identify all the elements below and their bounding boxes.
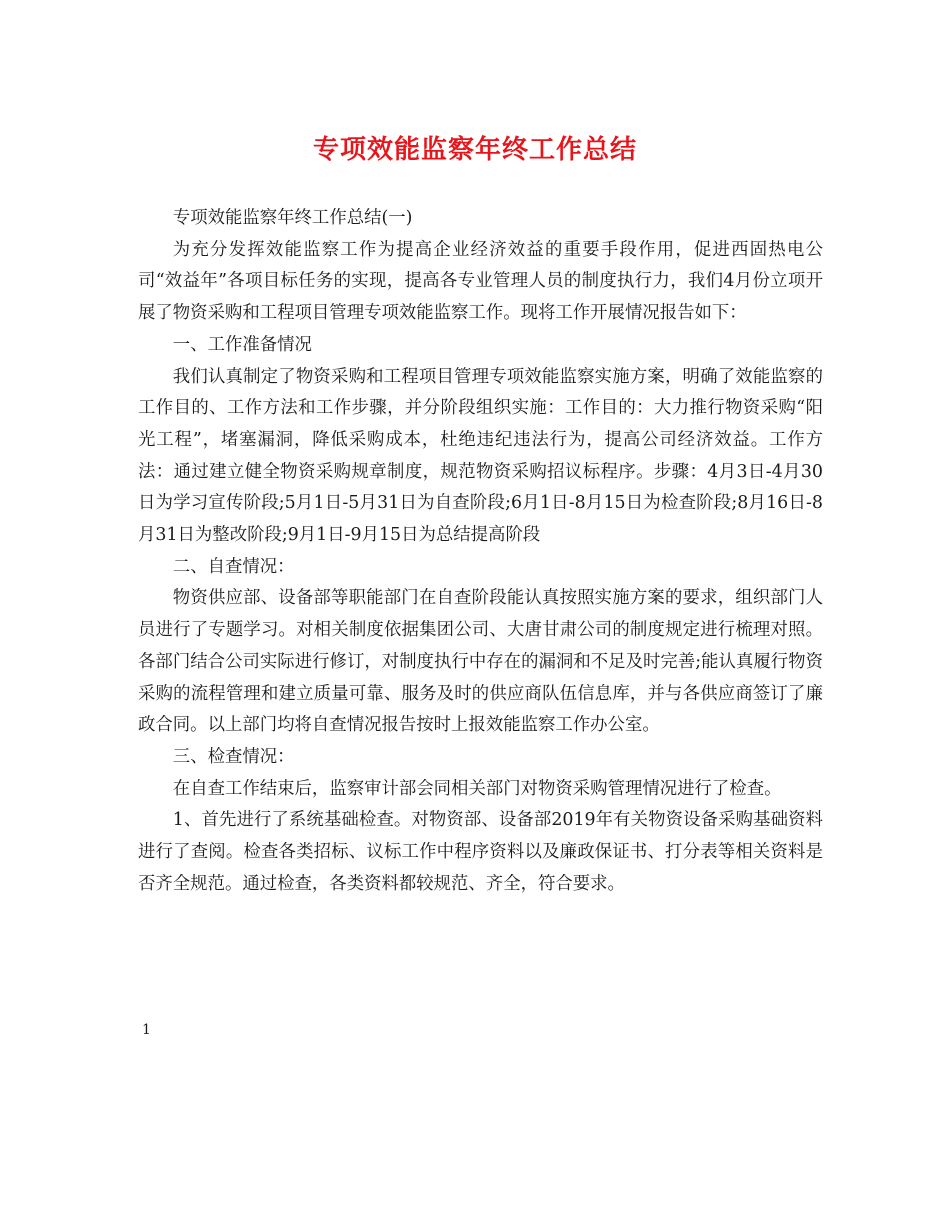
page-number: 1 (142, 1022, 151, 1038)
paragraph-preparation: 我们认真制定了物资采购和工程项目管理专项效能监察实施方案，明确了效能监察的工作目的、工作方法和工作步骤，并分阶段组织实施：工作目的：大力推行物资采购“阳光工程”，堵塞漏洞，降低采购成本，杜绝违纪违法行为，提高公司经济效益。工作方法：通过建立健全物资采购规章制度，规范物资采购招议标程序。步骤：4月3日-4月30日为学习宣传阶段;5月1日-5月31日为自查阶段;6月1日-8月15日为检查阶段;8月16日-8月31日为整改阶段;9月1日-9月15日为总结提高阶段 (138, 366, 823, 546)
document-body (138, 203, 823, 900)
section-heading-preparation: 一、工作准备情况 (172, 334, 312, 355)
section-heading-inspection: 三、检查情况： (172, 746, 295, 767)
paragraph-inspection: 在自查工作结束后，监察审计部会同相关部门对物资采购管理情况进行了检查。 (172, 778, 782, 799)
document-title: 专项效能监察年终工作总结 (312, 135, 637, 165)
paragraph-subtitle: 专项效能监察年终工作总结(一) (172, 208, 413, 228)
paragraph-self-check: 物资供应部、设备部等职能部门在自查阶段能认真按照实施方案的要求，组织部门人员进行了专题学习。对相关制度依据集团公司、大唐甘肃公司的制度规定进行梳理对照。各部门结合公司实际进行修订，对制度执行中存在的漏洞和不足及时完善;能认真履行物资采购的流程管理和建立质量可靠、服务及时的供应商队伍信息库，并与各供应商签订了廉政合同。以上部门均将自查情况报告按时上报效能监察工作办公室。 (138, 588, 823, 736)
paragraph-intro: 为充分发挥效能监察工作为提高企业经济效益的重要手段作用，促进西固热电公司“效益年”各项目标任务的实现，提高各专业管理人员的制度执行力，我们4月份立项开展了物资采购和工程项目管理专项效能监察工作。现将工作开展情况报告如下： (138, 239, 823, 324)
paragraph-inspection-item-1: 1、首先进行了系统基础检查。对物资部、设备部2019年有关物资设备采购基础资料进行了查阅。检查各类招标、议标工作中程序资料以及廉政保证书、打分表等相关资料是否齐全规范。通过检查，各类资料都较规范、齐全，符合要求。 (138, 810, 823, 894)
section-heading-self-check: 二、自查情况： (172, 556, 295, 577)
